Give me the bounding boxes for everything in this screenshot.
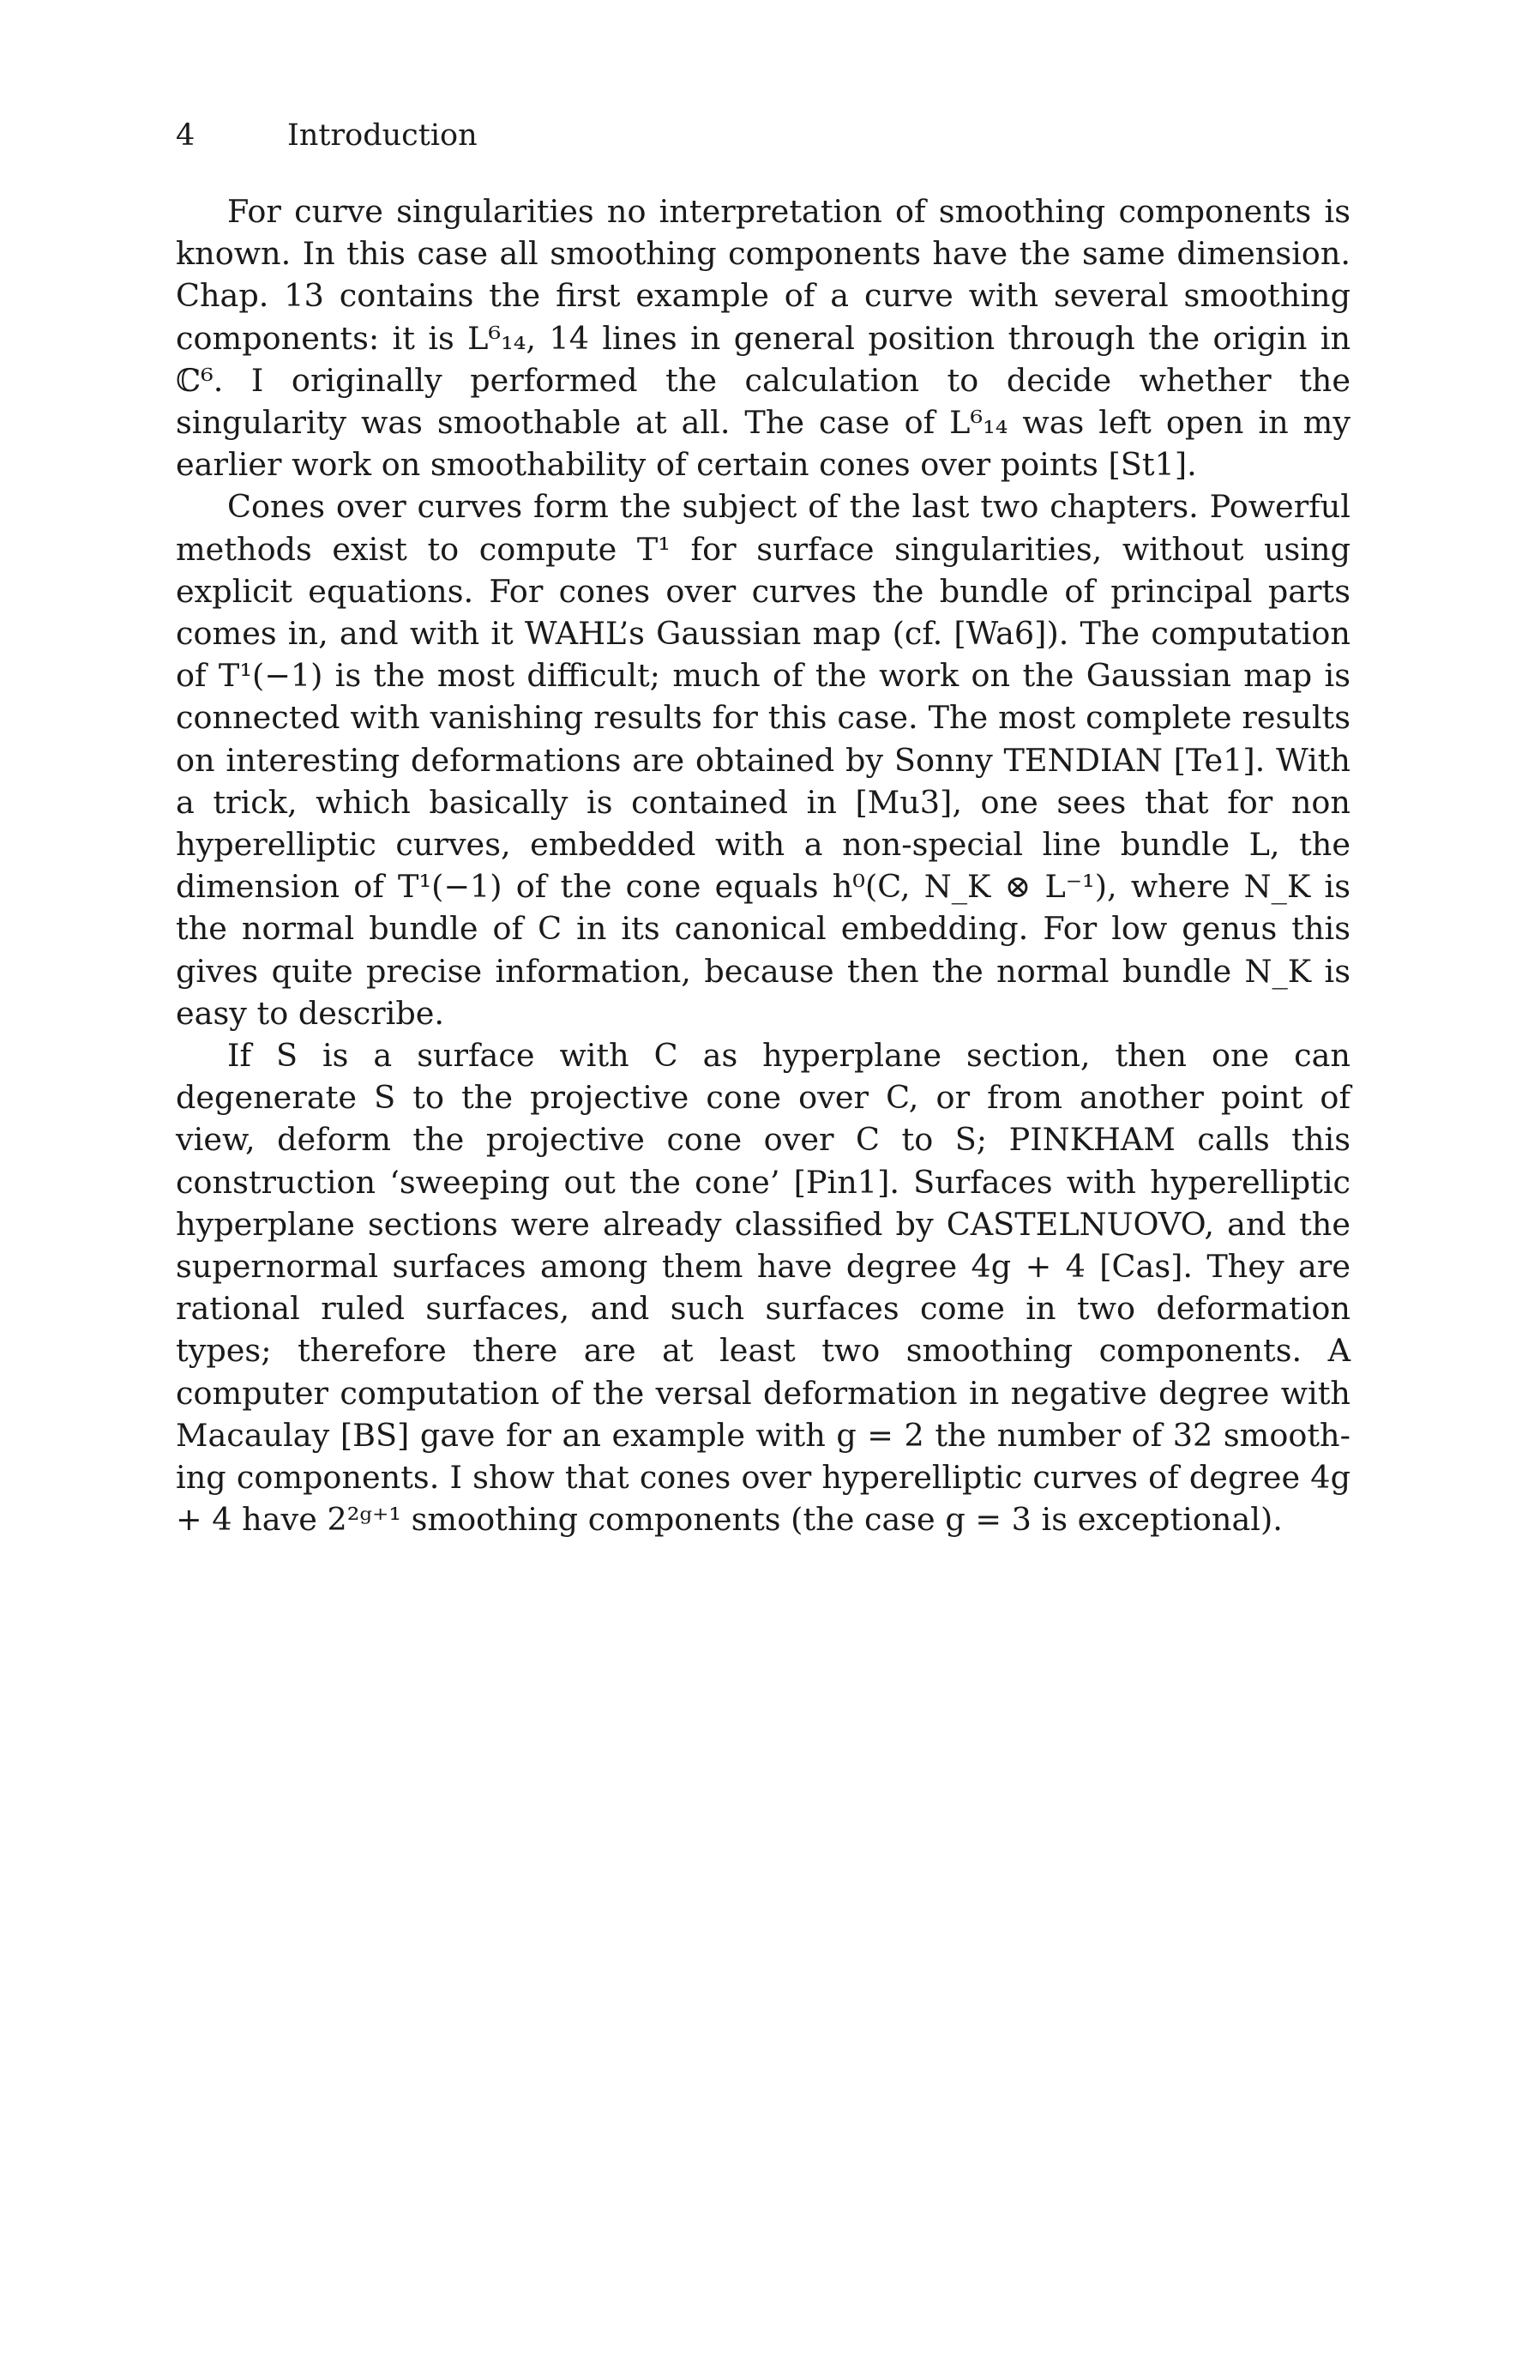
running-head bbox=[176, 117, 1359, 154]
body-text bbox=[176, 190, 1351, 1541]
paragraph-hyperelliptic-sections: If S is a surface with C as hyperplane section, then one can degenerate S to the projective cone over C, or from another point of view, deform the projective cone over C to S; PINKHAM calls this construction ‘sweeping out the cone’ [Pin1]. Surfaces with hyperelliptic hyperplane sections were already classified by CASTELNUOVO, and the supernormal surfaces among them have degree 4g + 4 [Cas]. They are rational ruled surfaces, and such surfaces come in two deformation types; therefore there are at least two smoothing components. A computer computation of the versal deformation in negative degree with Macaulay [BS] gave for an example with g = 2 the number of 32 smoothing components. I show that cones over hyperelliptic curves of degree 4g + 4 have 2²ᵍ⁺¹ smoothing components (the case g = 3 is exceptional). bbox=[176, 1037, 1351, 1539]
running-title: Introduction bbox=[287, 118, 478, 153]
paragraph-smoothing-components: For curve singularities no interpretation of smoothing components is known. In this case all smoothing components have the same dimension. Chap. 13 contains the first example of a curve with several smoothing components: it is L⁶₁₄, 14 lines in general position through the origin in ℂ⁶. I originally performed the calculation to decide whether the singularity was smoothable at all. The case of L⁶₁₄ was left open in my earlier work on smoothability of certain cones over points [St1]. bbox=[176, 193, 1351, 484]
page-number: 4 bbox=[176, 118, 196, 153]
paragraph-cones-over-curves: Cones over curves form the subject of the last two chapters. Powerful methods exist to compute T¹ for surface singularities, without using explicit equations. For cones over curves the bundle of principal parts comes in, and with it WAHL’s Gaussian map (cf. [Wa6]). The computation of T¹(−1) is the most difficult; much of the work on the Gaussian map is connected with vanishing results for this case. The most complete results on interesting deformations are obtained by Sonny TENDIAN [Te1]. With a trick, which basically is contained in [Mu3], one sees that for non hyperelliptic curves, embedded with a non-special line bundle L, the dimension of T¹(−1) of the cone equals h⁰(C, N_K ⊗ L⁻¹), where N_K is the normal bundle of C in its canonical embedding. For low genus this gives quite precise information, because then the normal bundle N_K is easy to describe. bbox=[176, 488, 1351, 1032]
